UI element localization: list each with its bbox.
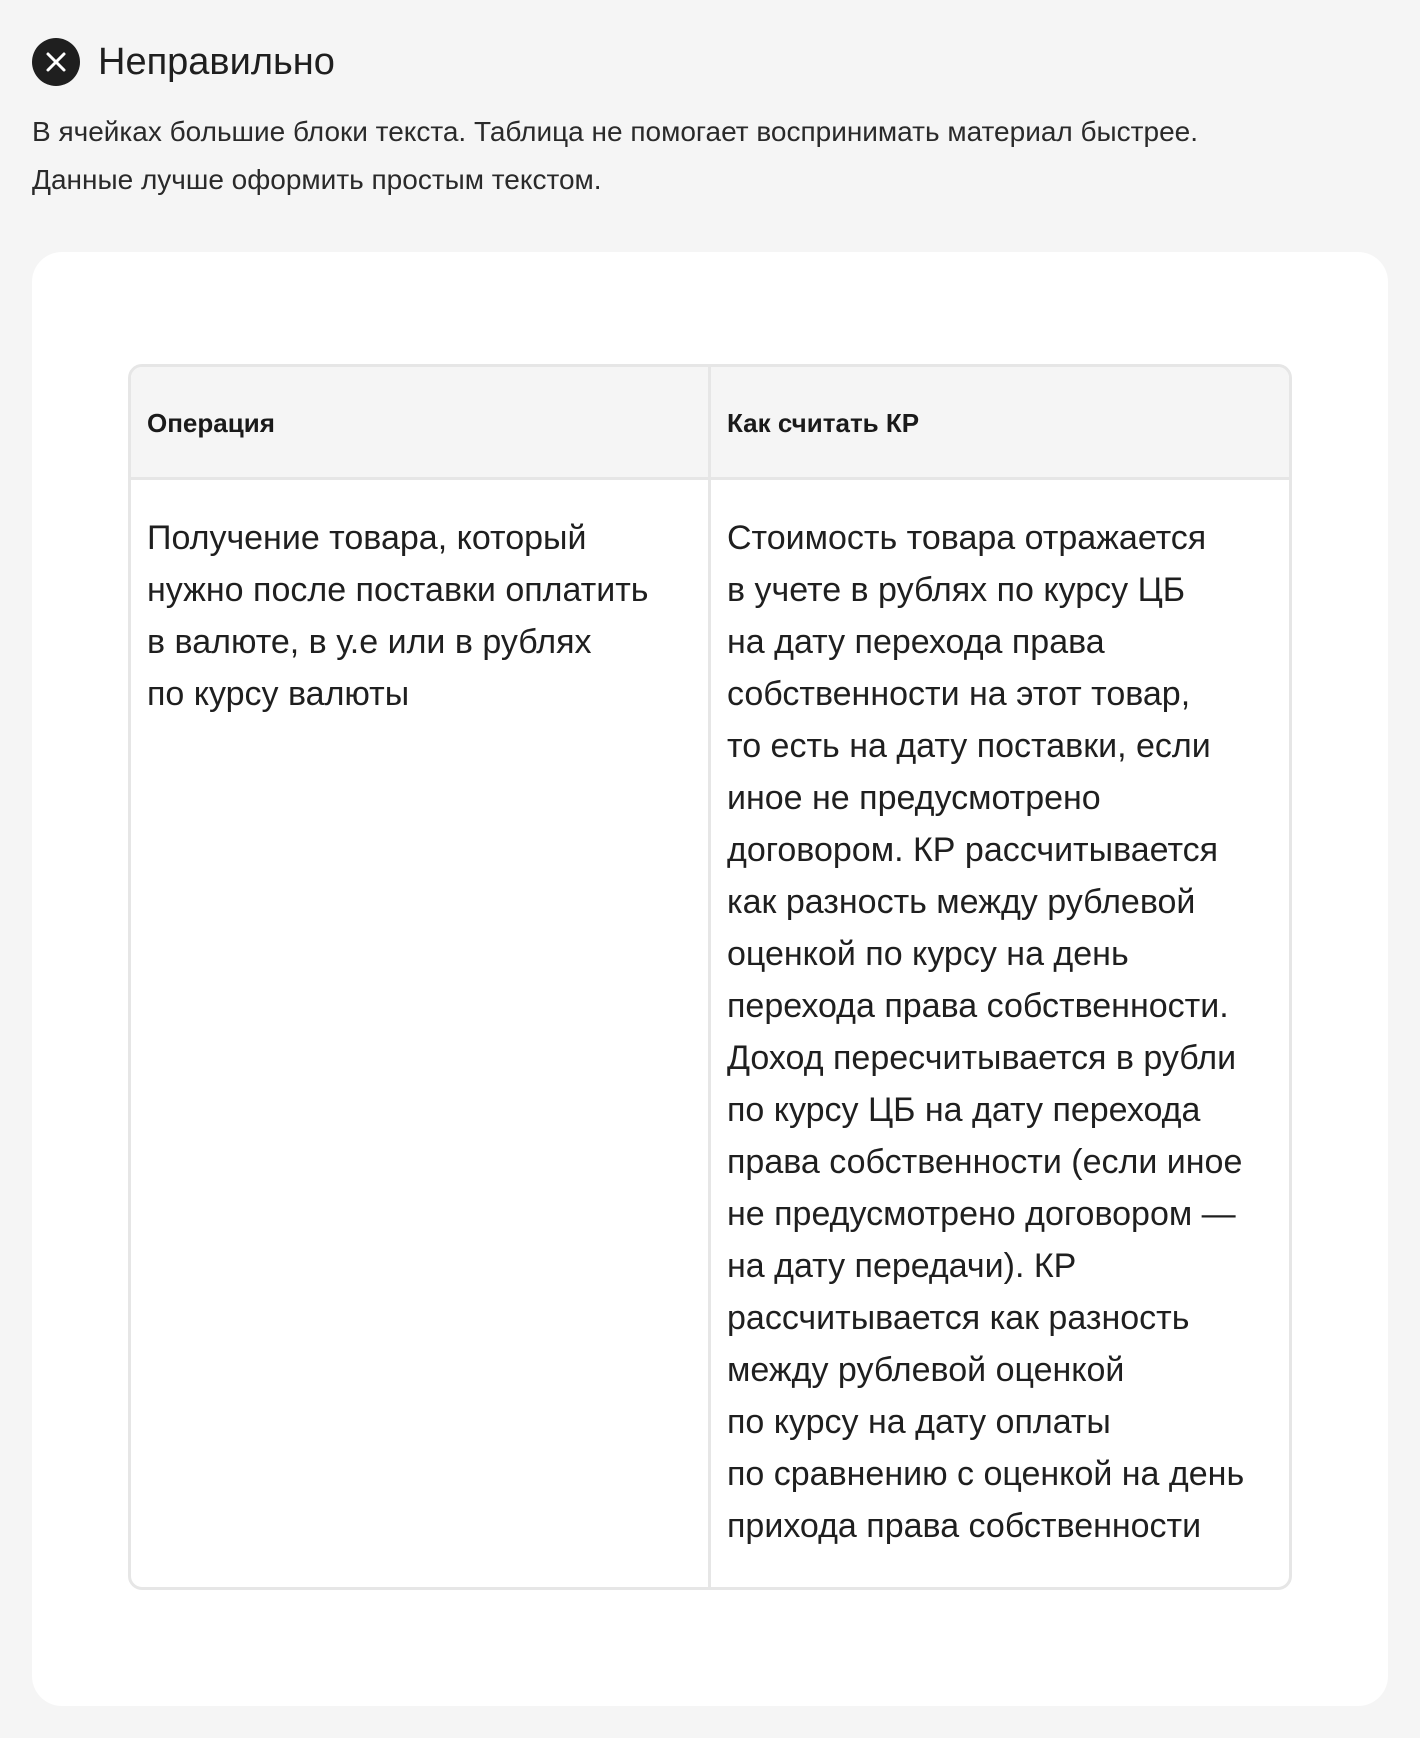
cell-text-line: по курсу на дату оплаты xyxy=(727,1403,1111,1441)
example-table xyxy=(128,364,1292,1590)
verdict-title: Неправильно xyxy=(98,41,335,83)
cell-text-line: на дату перехода права xyxy=(727,623,1105,661)
verdict-description xyxy=(32,108,1372,204)
cell-text-line: Получение товара, который xyxy=(147,519,587,557)
cell-text-line: иное не предусмотрено xyxy=(727,779,1101,817)
cell-text-line: как разность между рублевой xyxy=(727,883,1196,921)
cell-text-line: по курсу валюты xyxy=(147,675,410,713)
description-line: Данные лучше оформить простым текстом. xyxy=(32,164,602,195)
cell-text-line: Стоимость товара отражается xyxy=(727,519,1207,557)
cell-text-line: между рублевой оценкой xyxy=(727,1351,1125,1389)
cell-text-line: на дату передачи). КР xyxy=(727,1247,1077,1285)
cell-text-line: по курсу ЦБ на дату перехода xyxy=(727,1091,1201,1129)
table-cell-operation xyxy=(131,480,711,1587)
cell-text-line: прихода права собственности xyxy=(727,1507,1202,1545)
cell-text-line: по сравнению с оценкой на день xyxy=(727,1455,1245,1493)
cell-text-line: не предусмотрено договором — xyxy=(727,1195,1236,1233)
cell-text-line: договором. КР рассчитывается xyxy=(727,831,1219,869)
cell-text-line: перехода права собственности. xyxy=(727,987,1229,1025)
cell-text-line: то есть на дату поставки, если xyxy=(727,727,1211,765)
column-header-operation: Операция xyxy=(131,367,711,480)
cell-text-line: оценкой по курсу на день xyxy=(727,935,1129,973)
column-header-calculation: Как считать КР xyxy=(711,367,1289,480)
cell-text-line: собственности на этот товар, xyxy=(727,675,1191,713)
cell-text-line: в учете в рублях по курсу ЦБ xyxy=(727,571,1186,609)
cell-text-line: рассчитывается как разность xyxy=(727,1299,1190,1337)
cell-text-line: Доход пересчитывается в рубли xyxy=(727,1039,1237,1077)
description-line: В ячейках большие блоки текста. Таблица не помогает воспринимать материал быстрее. xyxy=(32,116,1199,147)
cell-text-line: нужно после поставки оплатить xyxy=(147,571,649,609)
table-cell-calculation xyxy=(711,480,1289,1587)
example-card xyxy=(32,252,1388,1706)
verdict-header xyxy=(32,38,335,86)
close-circle-icon xyxy=(32,38,80,86)
cell-text-line: в валюте, в у.е или в рублях xyxy=(147,623,592,661)
cell-text-line: права собственности (если иное xyxy=(727,1143,1243,1181)
